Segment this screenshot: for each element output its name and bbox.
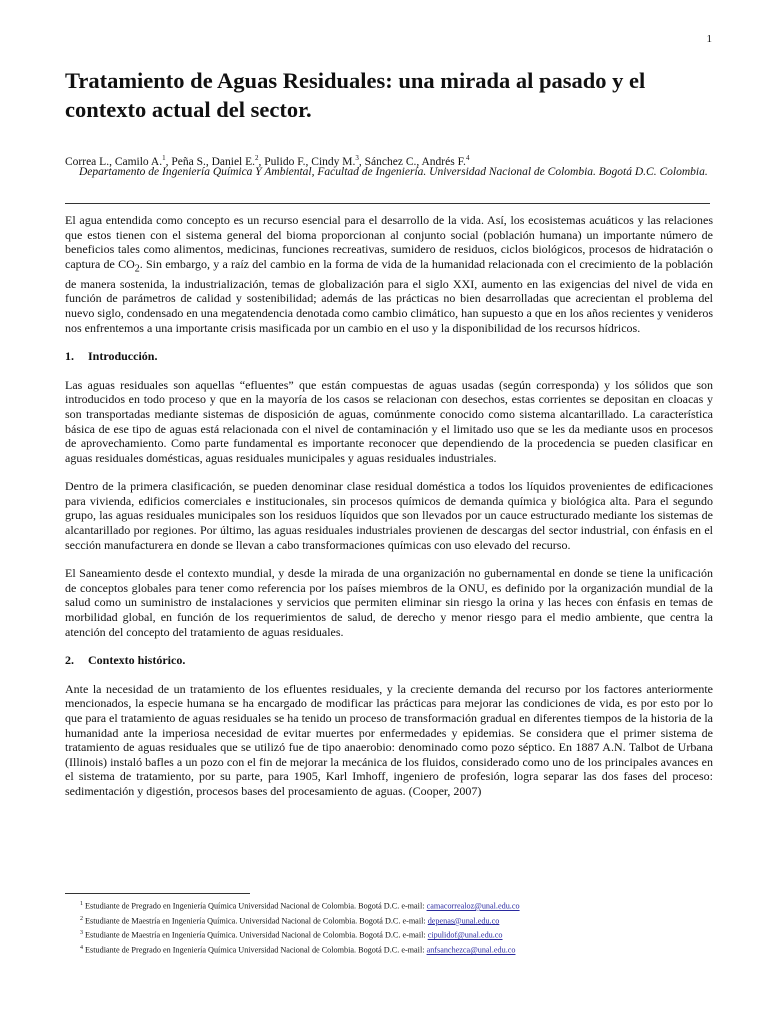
- abstract-text: . Sin embargo, y a raíz del cambio en la forma de vida de la humanidad relacionada con el crecimiento de la población de manera sostenida, la industrialización, temas de globalización para el siglo XXI, aumento en las exigencias del nivel de vida en función de parámetros de calidad y sostenibilidad; además de las prácticas no bien desarrolladas que acrecientan el problema del nuevo siglo, condensado en una megatendencia denotada como cambio climático, han supuesto a que en los años recientes y venideros nos enfrentemos a una importante crisis masificada por un cambio en el uso y la disponibilidad de los recursos hídricos.: [65, 256, 713, 335]
- footnote-text: Estudiante de Pregrado en Ingeniería Química Universidad Nacional de Colombia. Bogotá D.C. e-mail:: [85, 945, 427, 955]
- footnote-email-link[interactable]: depenas@unal.edu.co: [427, 916, 500, 926]
- abstract-paragraph: [65, 213, 713, 335]
- footnote-text: Estudiante de Maestría en Ingeniería Química. Universidad Nacional de Colombia. Bogotá D.C. e-mail:: [85, 931, 428, 941]
- author-list: Correa L., Camilo A.$^1$, Peña S., Daniel E.$^2$, Pulido F., Cindy M.$^3$, Sánchez C., Andrés F.$^4$: [65, 154, 470, 168]
- body-paragraph: Dentro de la primera clasificación, se pueden denominar clase residual doméstica a todos los líquidos provenientes de edificaciones para vivienda, edificios comerciales e institucionales, sin procesos químicos de demanda química y biológica alta. Para el segundo grupo, las aguas residuales municipales son los residuos líquidos que son llevados por un cauce estructurado mediante los sistemas de alcantarillado por regiones. Por último, las aguas residuales industriales provienen de descargas del sector industrial, con énfasis en el sección manufacturera en donde se llevan a cabo transformaciones químicas con uso elevado del recurso.: [65, 479, 713, 552]
- author-name: Peña S., Daniel E.: [171, 155, 256, 168]
- footnote-email-link[interactable]: cipulidof@unal.edu.co: [427, 931, 503, 941]
- footnote-mark: 1: [80, 901, 83, 907]
- footnote-email-link[interactable]: anfsanchezca@unal.edu.co: [426, 945, 516, 955]
- paper-title: Tratamiento de Aguas Residuales: una mirada al pasado y el contexto actual del sector.: [65, 68, 646, 122]
- section-title: Introducción.: [88, 349, 158, 364]
- abstract-text: El agua entendida como concepto es un recurso esencial para el desarrollo de la vida. Así, los ecosistemas acuáticos y las relaciones que estos tienen con el sistema general del bioma proporcionan al conjunto social (población humana) un importante número de beneficios tales como alimentos, medicinas, funciones recreativas, sumidero de residuos, ciclos biológicos, procesos de hidratación o captura de CO: [65, 213, 713, 271]
- author-mark: 3: [355, 154, 359, 162]
- subscript: 2: [134, 263, 140, 275]
- footnote-divider: [65, 893, 250, 894]
- author-mark: 1: [162, 154, 166, 162]
- footnote-mark: 2: [80, 915, 83, 922]
- footnote: [80, 942, 720, 957]
- footnote-mark: 4: [80, 945, 83, 952]
- section-number: 2.: [65, 653, 74, 668]
- paper-body: [65, 213, 713, 813]
- body-paragraph: El Saneamiento desde el contexto mundial, y desde la mirada de una organización no gubernamental en donde se tiene la unificación de conceptos globales para tener como referencia por los países miembros de la ONU, es definido por la organización mundial de la salud como un suministro de instalaciones y servicios que permiten eliminar sin riesgo la orina y las heces con énfasis en temas de morbilidad global, en función de los requerimientos de salud, de derecho y menor riesgo para el medio ambiente, que centra la atención del concepto del tratamiento de aguas residuales.: [65, 566, 713, 639]
- body-paragraph: Las aguas residuales son aquellas “efluentes” que están compuestas de aguas usadas (según corresponda) y los sólidos que son introducidos en todo proceso y que en la mayoría de los casos se relacionan con desechos, estas corrientes se depositan en cloacas y son transportadas mediante sistemas de disposición de aguas, comúnmente conocido como sistema alcantarillado. La característica básica de ese tipo de aguas está relacionada con el nivel de contaminación y el limitado uso que se les da mediante usos en procesos de aprovechamiento. Como parte fundamental es importante reconocer que dependiendo de la procedencia se pueden clasificar en aguas residuales domésticas, aguas residuales municipales y aguas residuales industriales.: [65, 377, 713, 465]
- affiliation: Departamento de Ingeniería Química Y Ambiental, Facultad de Ingeniería. Universidad Nacional de Colombia. Bogotá D.C. Colombia.: [79, 166, 708, 178]
- footnote-text: Estudiante de Maestría en Ingeniería Química. Universidad Nacional de Colombia. Bogotá D.C. e-mail:: [85, 916, 428, 926]
- footnote-email-link[interactable]: camacorrealoz@unal.edu.co: [426, 901, 520, 911]
- author-name: Correa L., Camilo A.: [65, 155, 163, 168]
- section-title: Contexto histórico.: [88, 653, 186, 668]
- author-mark: 4: [465, 154, 470, 162]
- section-heading: [65, 653, 713, 668]
- footnote-text: Estudiante de Pregrado en Ingeniería Química Universidad Nacional de Colombia. Bogotá D.C. e-mail:: [85, 901, 427, 911]
- footnotes: [80, 898, 720, 957]
- header-divider: [65, 203, 710, 204]
- footnote: [80, 927, 720, 942]
- section-heading: [65, 349, 713, 364]
- author-name: Pulido F., Cindy M.: [264, 155, 356, 168]
- footnote-mark: 3: [80, 930, 83, 937]
- footnote: [80, 898, 720, 913]
- page-number: 1: [706, 33, 712, 45]
- footnote: [80, 913, 720, 928]
- author-mark: 2: [255, 154, 259, 162]
- body-paragraph: Ante la necesidad de un tratamiento de los efluentes residuales, y la creciente demanda del recurso por los factores anteriormente mencionados, la especie humana se ha encargado de modificar las prácticas para mejorar las condiciones de vida, es por esto por lo que para el tratamiento de aguas residuales se ha tenido un proceso de transformación gradual en diferentes tiempos de la historia de la humanidad ante la imperiosa necesidad de evitar muertes por enfermedades y epidemias. Se considera que el primer sistema de tratamiento de aguas residuales que se utilizó fue de tipo anaerobio: denominado como pozo séptico. En 1887 A.N. Talbot de Urbana (Illinois) instaló bafles a un pozo con el fin de mejorar la mecánica de los fluidos, considerado como uno de los principales avances en el sistema de tratamiento, por su parte, para 1905, Karl Imhoff, ingeniero de profesión, logra separar las dos fases del proceso: sedimentación y digestión, procesos bases del procesamiento de aguas. (Cooper, 2007): [65, 681, 713, 798]
- author-name: Sánchez C., Andrés F.: [364, 155, 466, 168]
- section-number: 1.: [65, 349, 74, 364]
